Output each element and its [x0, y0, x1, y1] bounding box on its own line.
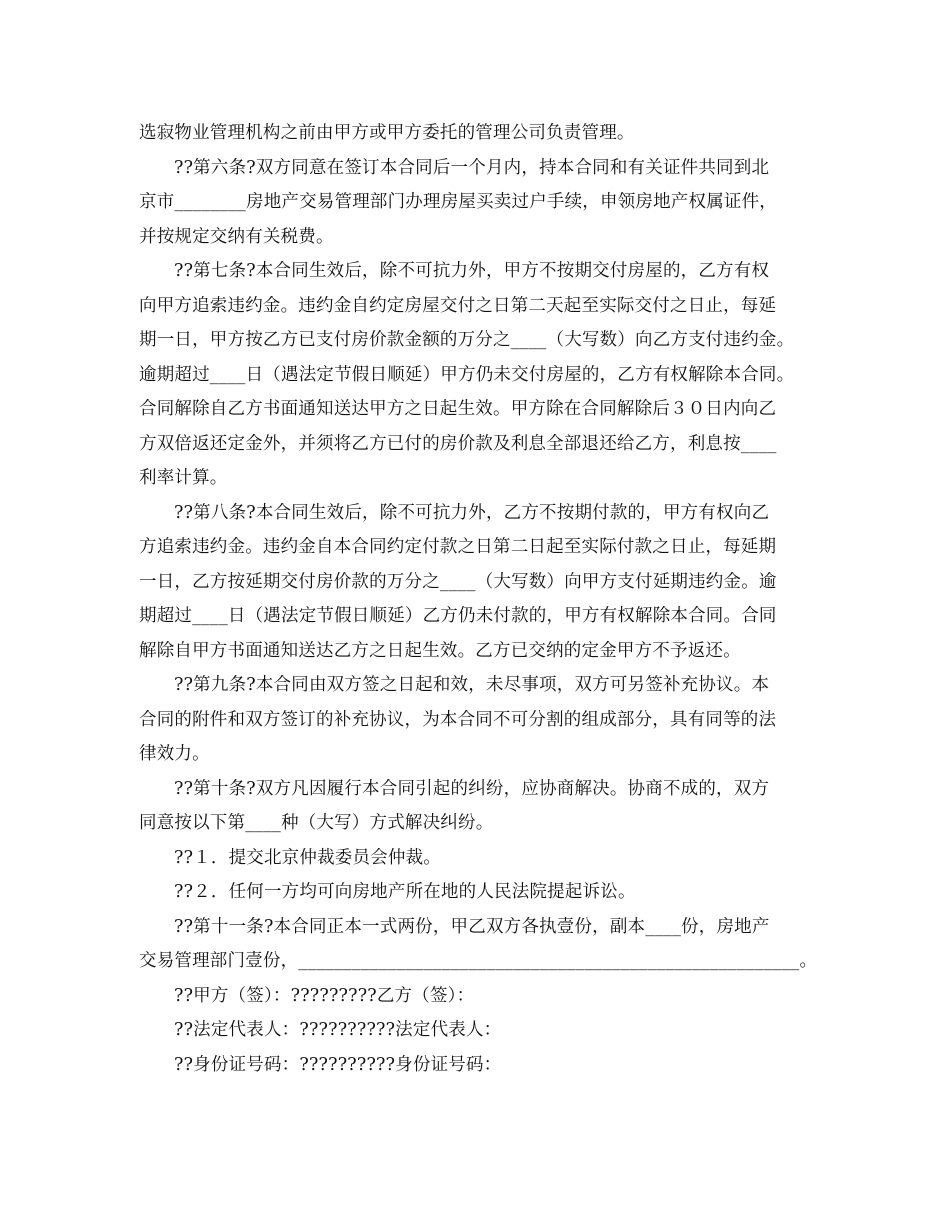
text-line: 交易管理部门壹份，________________________________________________________。 — [139, 951, 818, 971]
text-line: ??第六条?双方同意在签订本合同后一个月内，持本合同和有关证件共同到北 — [174, 157, 770, 178]
text-line: 并按规定交纳有关税费。 — [139, 226, 334, 247]
text-line: 方双倍返还定金外，并须将乙方已付的房价款及利息全部退还给乙方，利息按____ — [139, 433, 777, 454]
text-line: 利率计算。 — [139, 468, 228, 488]
text-line: 方追索违约金。违约金自本合同约定付款之日第二日起至实际付款之日止，每延期 — [139, 537, 777, 557]
text-line: ??第十条?双方凡因履行本合同引起的纠纷，应协商解决。协商不成的，双方 — [174, 778, 770, 799]
text-line: ??第九条?本合同由双方签之日起和效，未尽事项，双方可另签补充协议。本 — [174, 675, 770, 695]
text-line: 逾期超过____日（遇法定节假日顺延）甲方仍未交付房屋的，乙方有权解除本合同。 — [139, 364, 795, 385]
text-line: 同意按以下第____种（大写）方式解决纠纷。 — [139, 813, 494, 833]
text-line: 京市________房地产交易管理部门办理房屋买卖过户手续，申领房地产权属证件， — [139, 192, 777, 212]
text-line: 向甲方追索违约金。违约金自约定房屋交付之日第二天起至实际交付之日止，每延 — [139, 295, 777, 316]
contract-body — [139, 116, 829, 1082]
text-line: ??甲方（签）：?????????乙方（签）： — [174, 985, 475, 1006]
text-line: 期超过____日（遇法定节假日顺延）乙方仍未付款的，甲方有权解除本合同。合同 — [139, 606, 777, 626]
text-line: 一日，乙方按延期交付房价款的万分之____（大写数）向甲方支付延期违约金。逾 — [139, 571, 777, 592]
text-line: ??身份证号码：??????????身份证号码： — [174, 1054, 502, 1075]
text-line: ??第十一条?本合同正本一式两份，甲乙双方各执壹份，副本____份，房地产 — [174, 916, 770, 937]
text-line: ??２．任何一方均可向房地产所在地的人民法院提起诉讼。 — [174, 882, 636, 902]
text-line: 期一日，甲方按乙方已支付房价款金额的万分之____（大写数）向乙方支付违约金。 — [139, 330, 795, 350]
text-line: ??法定代表人：??????????法定代表人： — [174, 1020, 502, 1040]
text-line: 合同的附件和双方签订的补充协议，为本合同不可分割的组成部分，具有同等的法 — [139, 709, 777, 730]
text-line: ??１．提交北京仲裁委员会仲裁。 — [174, 847, 441, 868]
text-line: 律效力。 — [139, 744, 210, 764]
text-line: ??第八条?本合同生效后，除不可抗力外，乙方不按期付款的，甲方有权向乙 — [174, 502, 770, 523]
text-line: 选寂物业管理机构之前由甲方或甲方委托的管理公司负责管理。 — [139, 123, 635, 143]
text-line: 合同解除自乙方书面通知送达甲方之日起生效。甲方除在合同解除后３０日内向乙 — [139, 399, 777, 419]
text-line: 解除自甲方书面通知送达乙方之日起生效。乙方已交纳的定金甲方不予返还。 — [139, 640, 741, 661]
text-line: ??第七条?本合同生效后，除不可抗力外，甲方不按期交付房屋的，乙方有权 — [174, 261, 770, 281]
